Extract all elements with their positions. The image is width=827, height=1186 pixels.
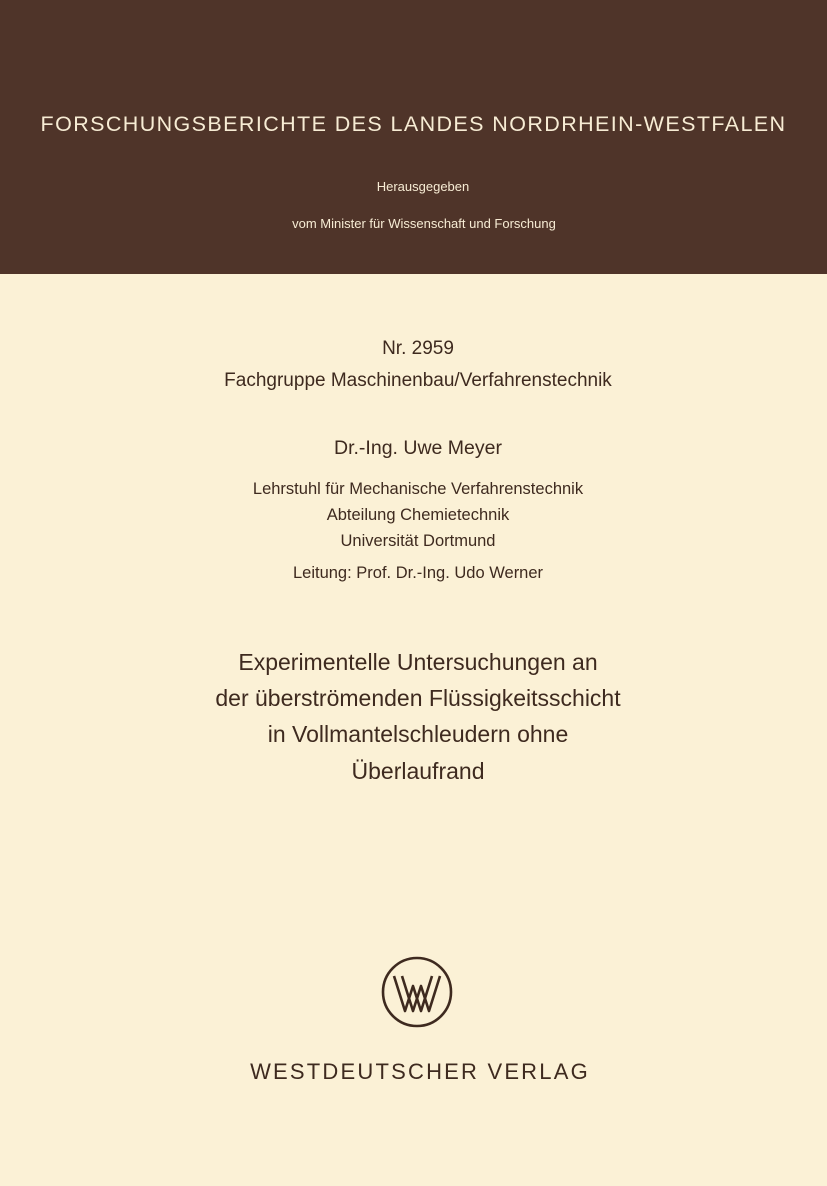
author-name: Dr.-Ing. Uwe Meyer	[334, 437, 502, 459]
report-number: Nr. 2959	[382, 338, 454, 359]
editor-label: Herausgegeben	[376, 179, 470, 194]
affiliation-chair: Lehrstuhl für Mechanische Verfahrenstechnik	[252, 480, 584, 498]
ww-circle-logo-icon	[381, 956, 453, 1028]
publisher-name: WESTDEUTSCHER VERLAG	[250, 1059, 590, 1084]
affiliation-university: Universität Dortmund	[340, 532, 496, 550]
header-band	[0, 0, 827, 274]
subject-group: Fachgruppe Maschinenbau/Verfahrenstechnik	[224, 370, 612, 391]
leadership-line: Leitung: Prof. Dr.-Ing. Udo Werner	[292, 564, 544, 582]
book-title-line: Experimentelle Untersuchungen an	[238, 649, 598, 675]
book-title-line: Überlaufrand	[351, 758, 485, 784]
affiliation-department: Abteilung Chemietechnik	[326, 506, 510, 524]
book-title-line: in Vollmantelschleudern ohne	[267, 721, 569, 747]
series-title: FORSCHUNGSBERICHTE DES LANDES NORDRHEIN-WESTFALEN	[40, 112, 787, 136]
book-title-line: der überströmenden Flüssigkeitsschicht	[215, 685, 621, 711]
editor-name: vom Minister für Wissenschaft und Forschung	[292, 216, 556, 231]
